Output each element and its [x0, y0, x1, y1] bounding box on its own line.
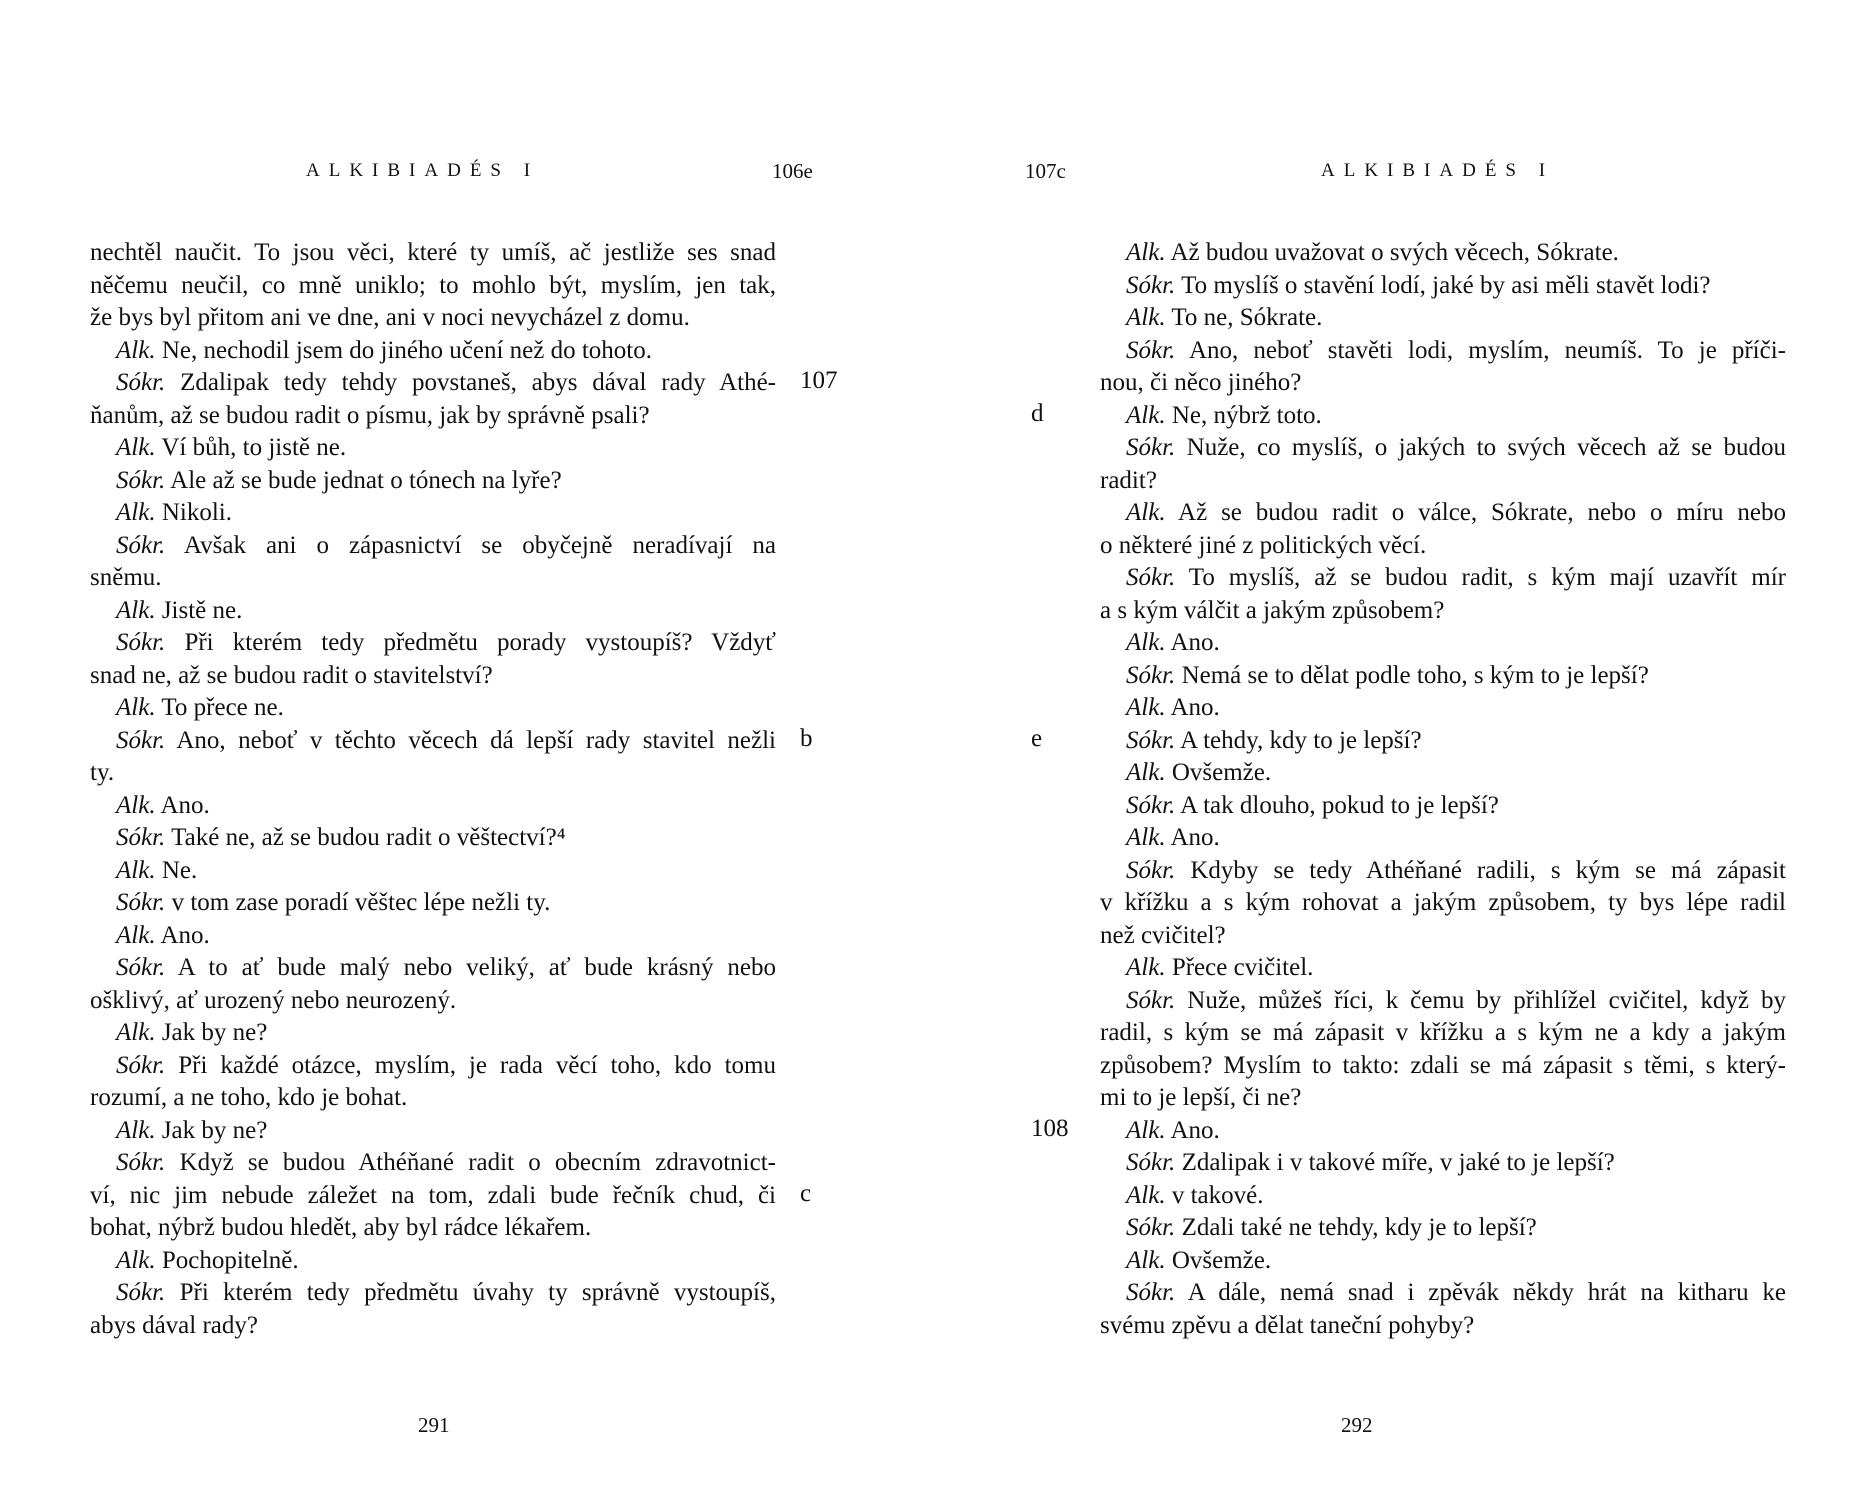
speaker-label: Alk. — [1126, 1181, 1166, 1209]
line-text: v křížku a s kým rohovat a jakým způsobem, ty bys lépe radil — [1100, 889, 1786, 916]
text-line — [90, 400, 776, 433]
text-line — [1100, 627, 1786, 660]
line-text: Při kterém tedy předmětu porady vystoupíš? Vždyť — [165, 629, 776, 656]
speaker-label: Sókr. — [1126, 336, 1176, 364]
text-line — [1100, 1082, 1786, 1115]
speaker-label: Sókr. — [116, 889, 166, 916]
text-line — [1100, 530, 1786, 563]
text-line — [90, 1245, 776, 1278]
line-text: Ovšemže. — [1165, 1246, 1272, 1274]
line-text: snad ne, až se budou radit o stavitelství? — [90, 661, 493, 689]
line-text: Pochopitelně. — [155, 1246, 299, 1274]
text-line — [90, 497, 776, 530]
speaker-label: Alk. — [116, 791, 156, 819]
page-number: 291 — [418, 1413, 450, 1437]
line-text: Ne, nechodil jsem do jiného učení než do tohoto. — [155, 336, 652, 364]
speaker-label: Alk. — [116, 1246, 156, 1274]
line-text: Přece cvičitel. — [1165, 954, 1314, 981]
speaker-label: Sókr. — [116, 726, 166, 754]
right-page — [931, 0, 1862, 1501]
line-text: mi to je lepší, či ne? — [1100, 1084, 1302, 1111]
stephanus-number: 107c — [1025, 159, 1066, 183]
text-line — [90, 627, 776, 660]
text-line — [90, 822, 776, 855]
speaker-label: Sókr. — [116, 824, 166, 851]
text-line — [1100, 952, 1786, 985]
line-text: Zdali také ne tehdy, kdy je to lepší? — [1175, 1214, 1537, 1241]
speaker-label: Alk. — [116, 1019, 156, 1046]
text-line — [1100, 1310, 1786, 1343]
line-text: Nikoli. — [155, 499, 232, 526]
line-text: Jak by ne? — [155, 1019, 268, 1046]
speaker-label: Sókr. — [116, 954, 166, 981]
text-line — [1100, 367, 1786, 400]
speaker-label: Sókr. — [116, 1279, 166, 1306]
text-line — [90, 530, 776, 563]
line-text: svému zpěvu a dělat taneční pohyby? — [1100, 1311, 1475, 1339]
line-text: Nuže, co myslíš, o jakých to svých věcech až se budou — [1175, 434, 1786, 461]
text-line — [90, 692, 776, 725]
line-text: Při každé otázce, myslím, je rada věcí toho, kdo tomu — [165, 1051, 776, 1079]
line-text: Jak by ne? — [155, 1116, 268, 1144]
line-text: Ano, neboť stavěti lodi, myslím, neumíš. To je příči- — [1175, 336, 1786, 364]
text-line — [90, 1310, 776, 1343]
text-line — [90, 367, 776, 400]
line-text: v tom zase poradí věštec lépe nežli ty. — [165, 889, 551, 916]
text-line — [90, 790, 776, 823]
line-text: Avšak ani o zápasnictví se obyčejně neradívají na — [165, 531, 776, 559]
line-text: Ano. — [1165, 629, 1220, 656]
line-text: Při kterém tedy předmětu úvahy ty správně vystoupíš, — [165, 1279, 776, 1306]
speaker-label: Alk. — [1126, 759, 1166, 786]
line-text: způsobem? Myslím to takto: zdali se má zápasit s těmi, s který- — [1100, 1051, 1786, 1079]
dialogue-text — [90, 237, 776, 1342]
text-line — [1100, 757, 1786, 790]
text-line — [1100, 725, 1786, 758]
line-text: Ano. — [1165, 1116, 1220, 1144]
stephanus-margin-ref: c — [800, 1179, 812, 1207]
line-text: Ano, neboť v těchto věcech dá lepší rady stavitel nežli — [165, 726, 776, 754]
line-text: Ale až se bude jednat o tónech na lyře? — [165, 466, 562, 494]
line-text: A tehdy, kdy to je lepší? — [1175, 726, 1422, 754]
speaker-label: Alk. — [116, 596, 156, 624]
text-line — [90, 1212, 776, 1245]
text-line — [1100, 822, 1786, 855]
text-line — [90, 855, 776, 888]
line-text: Ne. — [155, 856, 198, 884]
text-line — [90, 985, 776, 1018]
line-text: ošklivý, ať urozený nebo neurozený. — [90, 986, 457, 1014]
speaker-label: Sókr. — [1126, 434, 1176, 461]
dialogue-text — [1100, 237, 1786, 1342]
line-text: a s kým válčit a jakým způsobem? — [1100, 596, 1445, 624]
stephanus-margin-ref: 108 — [1031, 1114, 1069, 1142]
speaker-label: Alk. — [1126, 401, 1166, 429]
speaker-label: Alk. — [1126, 1246, 1166, 1274]
running-header-title: ALKIBIADÉS I — [1321, 160, 1555, 181]
line-text: ty. — [90, 759, 115, 786]
text-line — [1100, 855, 1786, 888]
text-line — [1100, 465, 1786, 498]
speaker-label: Sókr. — [116, 1051, 166, 1079]
text-line — [1100, 1180, 1786, 1213]
text-line — [1100, 497, 1786, 530]
speaker-label: Alk. — [1126, 304, 1166, 331]
text-line — [1100, 1050, 1786, 1083]
speaker-label: Alk. — [1126, 694, 1166, 721]
text-line — [90, 660, 776, 693]
speaker-label: Alk. — [1126, 499, 1166, 526]
line-text: než cvičitel? — [1100, 921, 1226, 949]
line-text: nechtěl naučit. To jsou věci, které ty umíš, ač jestliže ses snad — [90, 239, 776, 266]
text-line — [1100, 887, 1786, 920]
line-text: Ano. — [155, 921, 210, 949]
line-text: Nuže, můžeš říci, k čemu by přihlížel cvičitel, když by — [1175, 986, 1786, 1014]
text-line — [90, 952, 776, 985]
text-line — [90, 1277, 776, 1310]
speaker-label: Sókr. — [1126, 856, 1176, 884]
speaker-label: Alk. — [1126, 239, 1166, 266]
line-text: To ne, Sókrate. — [1165, 304, 1323, 331]
line-text: bohat, nýbrž budou hledět, aby byl rádce lékařem. — [90, 1214, 592, 1241]
text-line — [90, 725, 776, 758]
line-text: abys dával rady? — [90, 1311, 258, 1339]
line-text: Zdalipak tedy tehdy povstaneš, abys dával rady Athé- — [165, 369, 776, 396]
text-line — [90, 562, 776, 595]
text-line — [90, 1082, 776, 1115]
speaker-label: Alk. — [116, 1116, 156, 1144]
text-line — [1100, 1017, 1786, 1050]
stephanus-margin-ref: d — [1031, 399, 1044, 427]
page-number: 292 — [1341, 1413, 1373, 1437]
speaker-label: Sókr. — [1126, 1214, 1176, 1241]
text-line — [90, 595, 776, 628]
speaker-label: Sókr. — [116, 629, 166, 656]
text-line — [90, 1115, 776, 1148]
text-line — [1100, 400, 1786, 433]
line-text: radit? — [1100, 466, 1157, 494]
text-line — [90, 887, 776, 920]
line-text: Když se budou Athéňané radit o obecním zdravotnict- — [165, 1149, 776, 1176]
text-line — [90, 1050, 776, 1083]
speaker-label: Alk. — [116, 921, 156, 949]
line-text: rozumí, a ne toho, kdo je bohat. — [90, 1084, 408, 1111]
text-line — [90, 1180, 776, 1213]
speaker-label: Sókr. — [1126, 271, 1176, 299]
speaker-label: Alk. — [116, 336, 156, 364]
line-text: ví, nic jim nebude záležet na tom, zdali bude řečník chud, či — [90, 1181, 776, 1209]
text-line — [1100, 237, 1786, 270]
line-text: ňanům, až se budou radit o písmu, jak by správně psali? — [90, 401, 650, 429]
running-header-title: ALKIBIADÉS I — [306, 160, 540, 181]
line-text: Ví bůh, to jistě ne. — [155, 434, 347, 461]
text-line — [90, 302, 776, 335]
speaker-label: Alk. — [1126, 1116, 1166, 1144]
speaker-label: Alk. — [116, 856, 156, 884]
text-line — [1100, 335, 1786, 368]
text-line — [1100, 1212, 1786, 1245]
line-text: To myslíš o stavění lodí, jaké by asi měli stavět lodi? — [1175, 271, 1711, 299]
line-text: Až se budou radit o válce, Sókrate, nebo o míru nebo — [1165, 499, 1786, 526]
line-text: Ano. — [1165, 824, 1220, 851]
line-text: A dále, nemá snad i zpěvák někdy hrát na kitharu ke — [1175, 1279, 1786, 1306]
speaker-label: Sókr. — [1126, 726, 1176, 754]
line-text: o některé jiné z politických věcí. — [1100, 531, 1427, 559]
speaker-label: Alk. — [116, 434, 156, 461]
line-text: nou, či něco jiného? — [1100, 369, 1302, 396]
line-text: A tak dlouho, pokud to je lepší? — [1175, 791, 1499, 819]
text-line — [1100, 985, 1786, 1018]
line-text: Ano. — [155, 791, 210, 819]
line-text: sněmu. — [90, 564, 162, 591]
speaker-label: Alk. — [1126, 954, 1166, 981]
text-line — [1100, 270, 1786, 303]
speaker-label: Alk. — [1126, 824, 1166, 851]
text-line — [1100, 1277, 1786, 1310]
line-text: Kdyby se tedy Athéňané radili, s kým se má zápasit — [1175, 856, 1786, 884]
text-line — [1100, 562, 1786, 595]
line-text: něčemu neučil, co mně uniklo; to mohlo být, myslím, jen tak, — [90, 271, 776, 299]
text-line — [90, 270, 776, 303]
speaker-label: Alk. — [116, 499, 156, 526]
text-line — [1100, 1115, 1786, 1148]
text-line — [90, 335, 776, 368]
line-text: že bys byl přitom ani ve dne, ani v noci nevycházel z domu. — [90, 304, 690, 331]
line-text: Ovšemže. — [1165, 759, 1272, 786]
stephanus-margin-ref: b — [800, 724, 813, 752]
speaker-label: Sókr. — [116, 369, 166, 396]
text-line — [1100, 432, 1786, 465]
text-line — [1100, 920, 1786, 953]
line-text: To přece ne. — [155, 694, 284, 721]
stephanus-margin-ref: 107 — [800, 367, 838, 394]
speaker-label: Sókr. — [1126, 1149, 1176, 1176]
speaker-label: Sókr. — [1126, 1279, 1176, 1306]
speaker-label: Sókr. — [116, 531, 166, 559]
stephanus-number: 106e — [772, 159, 813, 183]
text-line — [1100, 302, 1786, 335]
text-line — [1100, 660, 1786, 693]
line-text: v takové. — [1165, 1181, 1264, 1209]
text-line — [1100, 790, 1786, 823]
text-line — [1100, 595, 1786, 628]
text-line — [1100, 1147, 1786, 1180]
text-line — [90, 920, 776, 953]
text-line — [90, 237, 776, 270]
speaker-label: Sókr. — [1126, 564, 1176, 591]
text-line — [1100, 692, 1786, 725]
line-text: Ne, nýbrž toto. — [1165, 401, 1322, 429]
speaker-label: Sókr. — [116, 1149, 166, 1176]
line-text: Jistě ne. — [155, 596, 243, 624]
speaker-label: Sókr. — [116, 466, 166, 494]
stephanus-margin-ref: e — [1031, 724, 1043, 752]
speaker-label: Alk. — [116, 694, 156, 721]
text-line — [90, 1017, 776, 1050]
speaker-label: Sókr. — [1126, 986, 1176, 1014]
line-text: Až budou uvažovat o svých věcech, Sókrate. — [1165, 239, 1619, 266]
line-text: A to ať bude malý nebo veliký, ať bude krásný nebo — [165, 954, 776, 981]
line-text: Ano. — [1165, 694, 1220, 721]
speaker-label: Sókr. — [1126, 661, 1176, 689]
text-line — [90, 1147, 776, 1180]
line-text: Zdalipak i v takové míře, v jaké to je lepší? — [1175, 1149, 1615, 1176]
speaker-label: Sókr. — [1126, 791, 1176, 819]
text-line — [90, 465, 776, 498]
text-line — [1100, 1245, 1786, 1278]
speaker-label: Alk. — [1126, 629, 1166, 656]
line-text: To myslíš, až se budou radit, s kým mají uzavřít mír — [1175, 564, 1786, 591]
text-line — [90, 432, 776, 465]
line-text: Také ne, až se budou radit o věštectví?⁴ — [165, 824, 566, 851]
line-text: Nemá se to dělat podle toho, s kým to je lepší? — [1175, 661, 1649, 689]
text-line — [90, 757, 776, 790]
line-text: radil, s kým se má zápasit v křížku a s kým ne a kdy a jakým — [1100, 1019, 1786, 1046]
